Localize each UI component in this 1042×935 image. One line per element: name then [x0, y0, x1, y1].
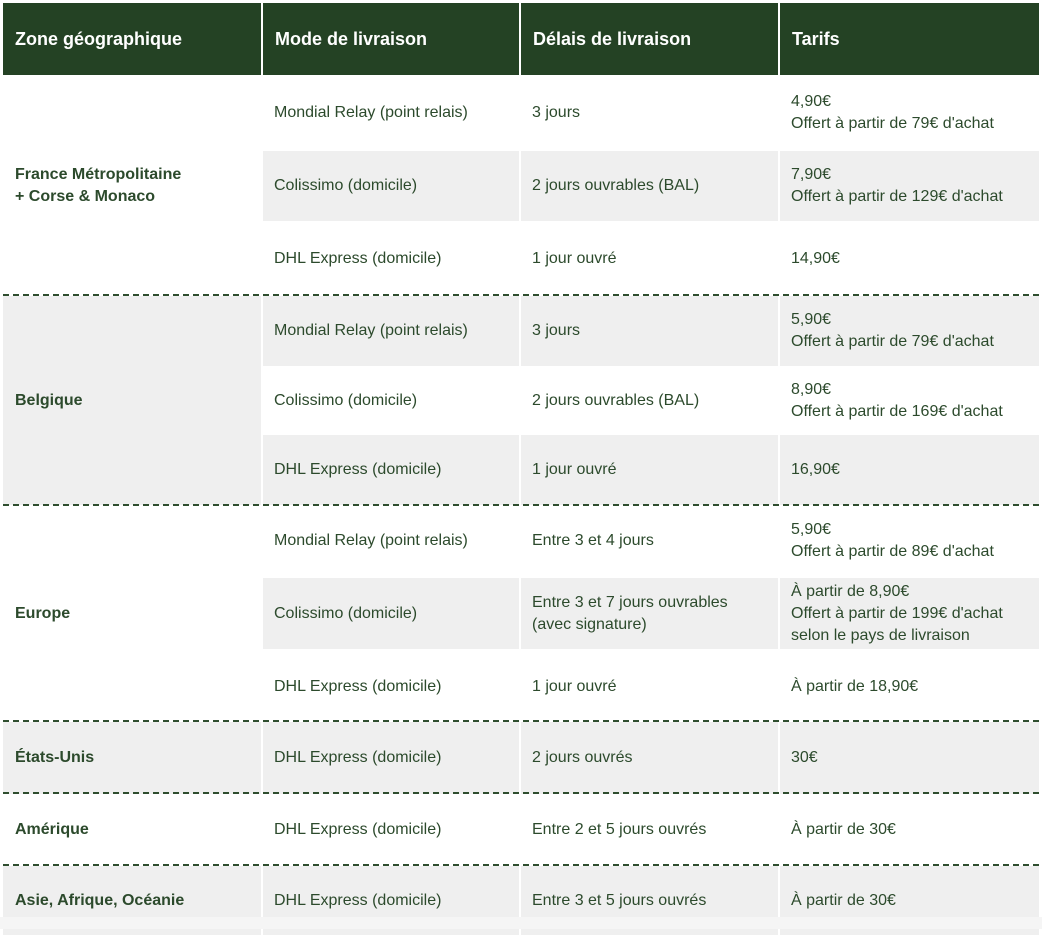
delivery-delay — [521, 296, 778, 366]
delivery-delay-text: Entre 2 et 5 jours ouvrés — [532, 820, 707, 838]
zone-name-text: Europe — [15, 605, 71, 622]
zone-name — [3, 506, 261, 722]
delivery-price-text: 30€ — [791, 749, 818, 766]
delivery-price-text: 4,90€ Offert à partir de 79€ d'achat — [791, 93, 994, 132]
delivery-delay-text: 2 jours ouvrés — [532, 749, 633, 766]
zone-name-text: Asie, Afrique, Océanie — [15, 891, 185, 909]
delivery-mode — [263, 151, 519, 221]
delivery-price — [780, 435, 1039, 505]
delivery-mode — [263, 368, 519, 433]
zone-separator — [3, 720, 1039, 722]
delivery-mode — [263, 651, 519, 722]
delivery-price — [780, 651, 1039, 722]
delivery-mode — [263, 223, 519, 295]
delivery-mode — [263, 506, 519, 576]
delivery-delay-text: Entre 3 et 7 jours ouvrables (avec signature) — [532, 593, 728, 633]
delivery-delay-text: 1 jour ouvré — [532, 677, 617, 695]
delivery-mode-text: Colissimo (domicile) — [274, 177, 418, 194]
zone-separator — [3, 792, 1039, 794]
delivery-delay-text: 1 jour ouvré — [532, 250, 617, 267]
delivery-price — [780, 77, 1039, 149]
delivery-delay-text: Entre 3 et 4 jours — [532, 532, 654, 549]
delivery-mode-text: DHL Express (domicile) — [274, 891, 442, 909]
delivery-price — [780, 296, 1039, 366]
delivery-price-text: 16,90€ — [791, 461, 840, 478]
delivery-price — [780, 506, 1039, 576]
delivery-delay-text: 1 jour ouvré — [532, 461, 617, 478]
delivery-delay — [521, 794, 778, 865]
delivery-price-text: 5,90€ Offert à partir de 79€ d'achat — [791, 311, 994, 350]
delivery-price-text: 5,90€ Offert à partir de 89€ d'achat — [791, 521, 994, 560]
delivery-mode-text: Mondial Relay (point relais) — [274, 104, 468, 121]
delivery-mode-text: Mondial Relay (point relais) — [274, 532, 468, 549]
zone-name-text: États-Unis — [15, 749, 95, 766]
header-price: Tarifs — [780, 3, 1039, 75]
delivery-mode — [263, 435, 519, 505]
delivery-price — [780, 223, 1039, 295]
delivery-price-text: 14,90€ — [791, 250, 840, 267]
zone-separator — [3, 864, 1039, 866]
header-delay: Délais de livraison — [521, 3, 778, 75]
delivery-delay — [521, 77, 778, 149]
page-bottom-strip — [0, 917, 1042, 929]
delivery-mode-text: Mondial Relay (point relais) — [274, 322, 468, 339]
delivery-delay-text: 3 jours — [532, 104, 581, 121]
delivery-price-text: À partir de 30€ — [791, 891, 896, 909]
zone-separator — [3, 294, 1039, 296]
delivery-delay — [521, 506, 778, 576]
header-zone: Zone géographique — [3, 3, 261, 75]
zone-name — [3, 296, 261, 505]
delivery-price — [780, 151, 1039, 221]
delivery-delay — [521, 651, 778, 722]
delivery-mode — [263, 296, 519, 366]
delivery-delay — [521, 368, 778, 433]
delivery-delay — [521, 578, 778, 649]
zone-name — [3, 794, 261, 865]
delivery-mode-text: Colissimo (domicile) — [274, 391, 418, 409]
delivery-delay — [521, 223, 778, 295]
zone-name-text: Amérique — [15, 820, 89, 838]
delivery-price-text: À partir de 18,90€ — [791, 677, 919, 695]
delivery-mode-text: DHL Express (domicile) — [274, 820, 442, 838]
delivery-price — [780, 578, 1039, 649]
delivery-mode — [263, 77, 519, 149]
delivery-mode-text: DHL Express (domicile) — [274, 677, 442, 695]
delivery-mode-text: DHL Express (domicile) — [274, 749, 442, 766]
delivery-delay — [521, 151, 778, 221]
delivery-mode-text: DHL Express (domicile) — [274, 461, 442, 478]
header-mode: Mode de livraison — [263, 3, 519, 75]
delivery-delay — [521, 722, 778, 794]
zone-name — [3, 77, 261, 295]
delivery-delay-text: 3 jours — [532, 322, 581, 339]
delivery-price-text: À partir de 30€ — [791, 820, 896, 838]
zone-name — [3, 722, 261, 794]
zone-name-text: Belgique — [15, 391, 83, 409]
zone-name-text: France Métropolitaine + Corse & Monaco — [15, 166, 182, 205]
delivery-mode-text: DHL Express (domicile) — [274, 250, 442, 267]
delivery-delay-text: 2 jours ouvrables (BAL) — [532, 391, 700, 409]
delivery-mode-text: Colissimo (domicile) — [274, 604, 418, 622]
delivery-price — [780, 368, 1039, 433]
delivery-price-text: 8,90€ Offert à partir de 169€ d'achat — [791, 380, 1003, 420]
delivery-price-text: À partir de 8,90€ Offert à partir de 199€ d'achat selon le pays de livraison — [791, 582, 1003, 644]
delivery-delay-text: 2 jours ouvrables (BAL) — [532, 177, 700, 194]
delivery-delay-text: Entre 3 et 5 jours ouvrés — [532, 891, 707, 909]
delivery-price — [780, 794, 1039, 865]
delivery-price-text: 7,90€ Offert à partir de 129€ d'achat — [791, 166, 1003, 205]
zone-separator — [3, 504, 1039, 506]
delivery-mode — [263, 578, 519, 649]
delivery-mode — [263, 794, 519, 865]
delivery-delay — [521, 435, 778, 505]
delivery-mode — [263, 722, 519, 794]
delivery-price — [780, 722, 1039, 794]
